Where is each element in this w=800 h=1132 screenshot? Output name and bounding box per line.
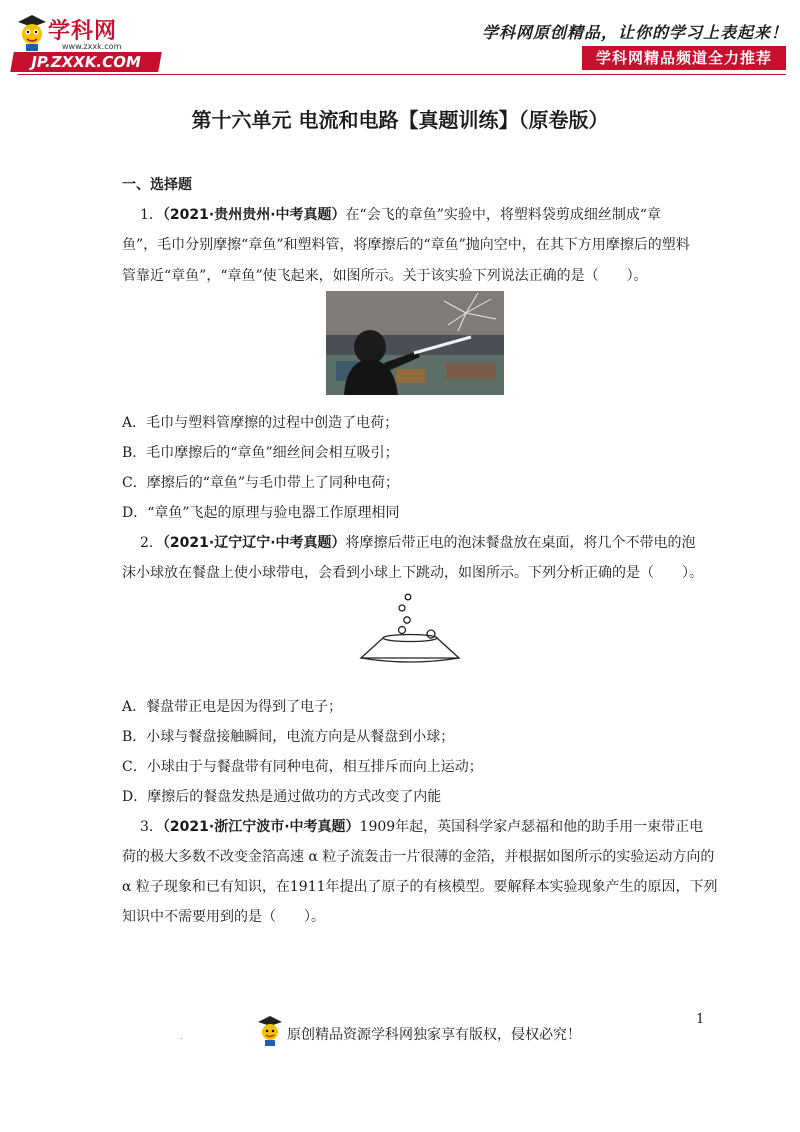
- question-1-option-c: C．摩擦后的“章鱼”与毛巾带上了同种电荷；: [122, 475, 400, 491]
- footer-copyright: 原创精品资源学科网独家享有版权，侵权必究！: [287, 1027, 581, 1043]
- question-3-line-3: α 粒子现象和已有知识，在1911年提出了原子的有核模型。要解释本实验现象产生的原因，下列: [122, 879, 718, 895]
- question-1-option-a: A．毛巾与塑料管摩擦的过程中创造了电荷；: [122, 415, 399, 431]
- mascot-icon: [14, 12, 48, 52]
- question-3-line-1: 3．（2021·浙江宁波市·中考真题）1909年起，英国科学家卢瑟福和他的助手用一束带正电: [140, 819, 704, 835]
- question-2-line-1: 2．（2021·辽宁辽宁·中考真题）将摩擦后带正电的泡沫餐盘放在桌面，将几个不带电的泡: [140, 535, 696, 551]
- question-1-line-2: 鱼”，毛巾分别摩擦“章鱼”和塑料管，将摩擦后的“章鱼”抛向空中，在其下方用摩擦后的塑料: [122, 237, 690, 253]
- page-number: 1: [696, 1012, 705, 1027]
- section-heading: 一、选择题: [122, 177, 192, 193]
- question-2-line-2: 沫小球放在餐盘上使小球带电，会看到小球上下跳动，如图所示。下列分析正确的是（ ）。: [122, 565, 703, 581]
- logo: [10, 12, 160, 72]
- footer-dot: .: [180, 1032, 183, 1041]
- question-1-source: （2021·贵州贵州·中考真题）: [162, 207, 346, 223]
- question-2-option-d: D．摩擦后的餐盘发热是通过做功的方式改变了内能: [122, 789, 442, 805]
- question-3-line-4: 知识中不需要用到的是（ ）。: [122, 909, 325, 925]
- question-3-source: （2021·浙江宁波市·中考真题）: [162, 819, 360, 835]
- question-2-dish-diagram: [355, 588, 465, 668]
- document-title: 第十六单元 电流和电路【真题训练】（原卷版）: [191, 108, 609, 132]
- header-slogan: 学科网原创精品，让你的学习上表起来！: [481, 23, 788, 42]
- logo-url-banner: JP.ZXXK.COM: [10, 52, 162, 72]
- question-1-option-b: B．毛巾摩擦后的“章鱼”细丝间会相互吸引；: [122, 445, 399, 461]
- logo-site-name: 学科网: [48, 19, 118, 44]
- footer-mascot-icon: [255, 1014, 285, 1048]
- question-1-option-d: D．“章鱼”飞起的原理与验电器工作原理相同: [122, 505, 400, 521]
- question-1-photo: [326, 291, 504, 395]
- header-tagline-banner: 学科网精品频道全力推荐: [582, 46, 786, 70]
- question-1-line-1: 1．（2021·贵州贵州·中考真题）在“会飞的章鱼”实验中，将塑料袋剪成细丝制成“章: [140, 207, 662, 223]
- logo-small-url: www.zxxk.com: [62, 42, 122, 51]
- header-divider: [18, 74, 786, 75]
- footer: [255, 1014, 595, 1048]
- question-2-source: （2021·辽宁辽宁·中考真题）: [162, 535, 346, 551]
- question-2-option-b: B．小球与餐盘接触瞬间，电流方向是从餐盘到小球；: [122, 729, 455, 745]
- question-2-option-c: C．小球由于与餐盘带有同种电荷，相互排斥而向上运动；: [122, 759, 483, 775]
- question-1-line-3: 管靠近“章鱼”，“章鱼”使飞起来，如图所示。关于该实验下列说法正确的是（ ）。: [122, 268, 648, 284]
- question-2-option-a: A．餐盘带正电是因为得到了电子；: [122, 699, 343, 715]
- question-3-line-2: 荷的极大多数不改变金箔高速 α 粒子流轰击一片很薄的金箔，并根据如图所示的实验运动方向的: [122, 849, 715, 865]
